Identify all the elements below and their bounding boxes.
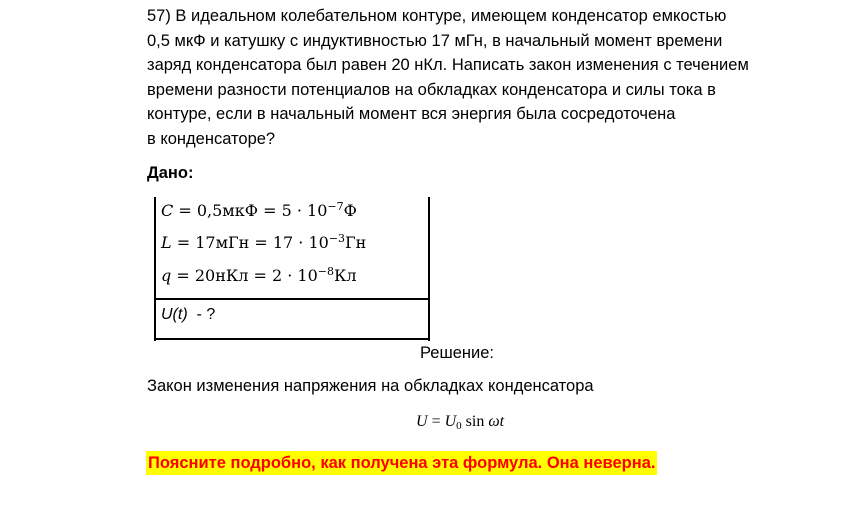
- given-table-right-border: [428, 197, 430, 341]
- given-heading: Дано:: [147, 164, 194, 182]
- problem-line: 57) В идеальном колебательном контуре, имеющем конденсатор емкостью: [147, 7, 727, 25]
- reviewer-note: Поясните подробно, как получена эта формула. Она неверна.: [146, 451, 657, 475]
- law-description: Закон изменения напряжения на обкладках конденсатора: [147, 377, 594, 395]
- problem-line: в конденсаторе?: [147, 129, 276, 148]
- solution-heading: Решение:: [420, 344, 494, 362]
- given-row-capacitance: $C = 0,5мкФ = 5 \cdot 10^{-7}Ф$: [161, 200, 357, 220]
- given-table: [154, 197, 430, 341]
- given-table-bottom-border: [154, 338, 430, 340]
- problem-line: контуре, если в начальный момент вся энергия была сосредоточена: [147, 105, 676, 124]
- problem-line: 0,5 мкФ и катушку с индуктивностью 17 мГн, в начальный момент времени: [147, 31, 723, 50]
- voltage-formula: $U = U_0$ sin ωt: [416, 413, 505, 432]
- given-table-left-border: [154, 197, 156, 341]
- given-table-divider: [154, 298, 430, 300]
- problem-statement: [147, 4, 847, 152]
- find-variable: U(t): [161, 306, 188, 323]
- problem-line: заряд конденсатора был равен 20 нКл. Написать закон изменения с течением: [147, 56, 749, 75]
- given-row-inductance: $L = 17мГн = 17 \cdot 10^{-3}Гн$: [161, 232, 367, 252]
- given-row-charge: $q = 20нКл = 2 \cdot 10^{-8}Кл$: [161, 265, 357, 285]
- find-row: U(t) - ?: [161, 306, 216, 323]
- problem-line: времени разности потенциалов на обкладках конденсатора и силы тока в: [147, 80, 716, 99]
